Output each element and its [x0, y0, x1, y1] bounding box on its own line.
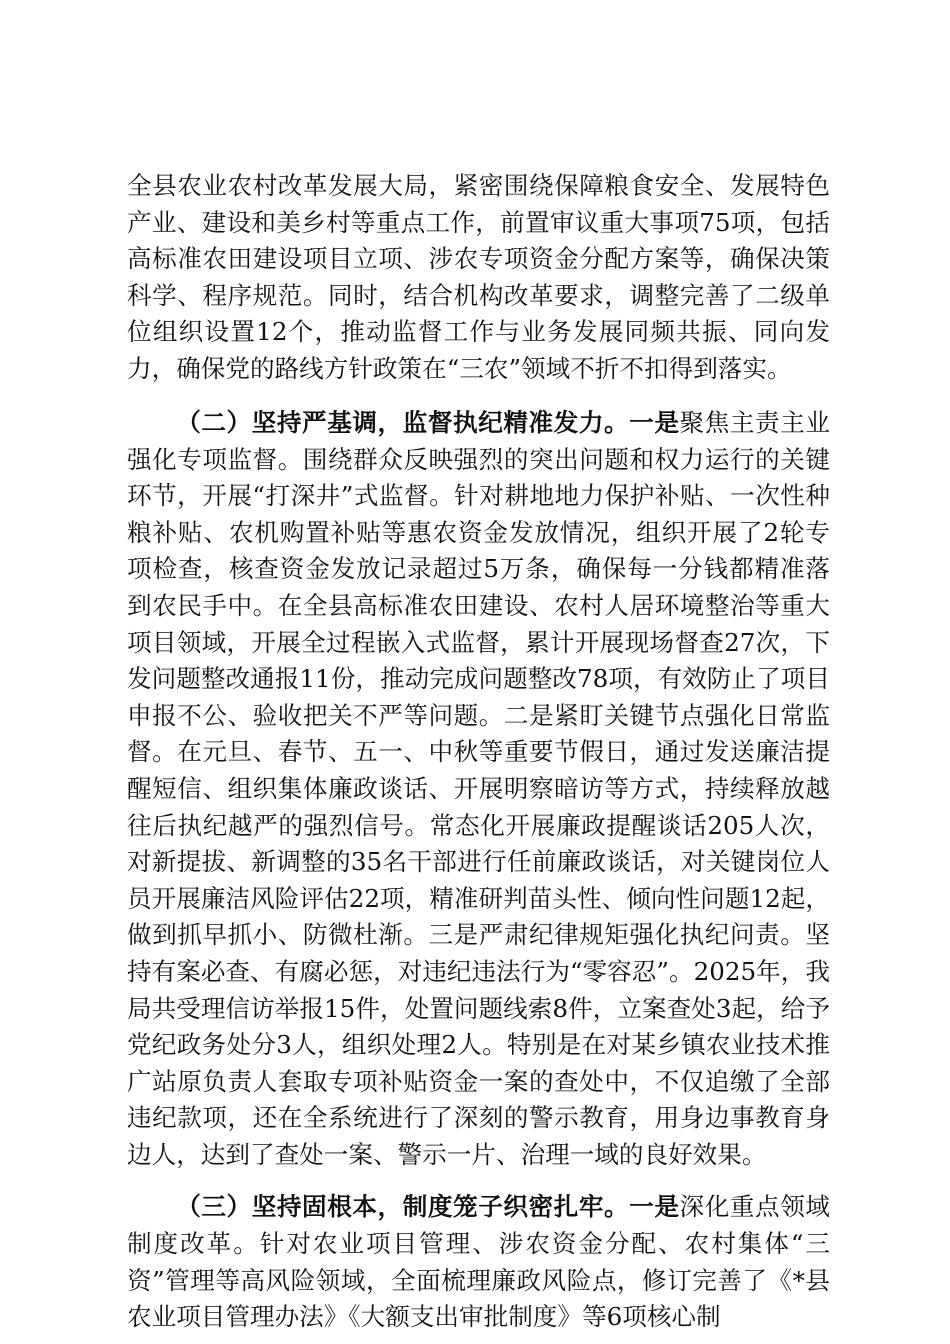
section-2-heading: （二）坚持严基调，监督执纪精准发力。	[176, 408, 630, 437]
section-3-body: 深化重点领域制度改革。针对农业项目管理、涉农资金分配、农村集体“三资”管理等高风险领域，全面梳理廉政风险点，修订完善了《*县农业项目管理办法》《大额支出审批制度》等6项核心制	[127, 1192, 830, 1332]
paragraph-continuation	[127, 168, 830, 388]
paragraph-1-text: 全县农业农村改革发展大局，紧密围绕保障粮食安全、发展特色产业、建设和美乡村等重点工作，前置审议重大事项75项，包括高标准农田建设项目立项、涉农专项资金分配方案等，确保决策科学、程序规范。同时，结合机构改革要求，调整完善了二级单位组织设置12个，推动监督工作与业务发展同频共振、同向发力，确保党的路线方针政策在“三农”领域不折不扣得到落实。	[127, 171, 830, 383]
section-2-lead: 一是	[629, 408, 680, 437]
paragraph-section-2	[127, 405, 830, 1173]
section-3-heading: （三）坚持固根本，制度笼子织密扎牢。	[176, 1192, 630, 1222]
document-body	[127, 168, 830, 1336]
paragraph-section-3	[127, 1189, 830, 1335]
section-3-lead: 一是	[629, 1192, 680, 1222]
section-2-body: 聚焦主责主业强化专项监督。围绕群众反映强烈的突出问题和权力运行的关键环节，开展“打深井”式监督。针对耕地地力保护补贴、一次性种粮补贴、农机购置补贴等惠农资金发放情况，组织开展了2轮专项检查，核查资金发放记录超过5万条，确保每一分钱都精准落到农民手中。在全县高标准农田建设、农村人居环境整治等重大项目领域，开展全过程嵌入式监督，累计开展现场督查27次，下发问题整改通报11份，推动完成问题整改78项，有效防止了项目申报不公、验收把关不严等问题。二是紧盯关键节点强化日常监督。在元旦、春节、五一、中秋等重要节假日，通过发送廉洁提醒短信、组织集体廉政谈话、开展明察暗访等方式，持续释放越往后执纪越严的强烈信号。常态化开展廉政提醒谈话205人次，对新提拔、新调整的35名干部进行任前廉政谈话，对关键岗位人员开展廉洁风险评估22项，精准研判苗头性、倾向性问题12起，做到抓早抓小、防微杜渐。三是严肃纪律规矩强化执纪问责。坚持有案必查、有腐必惩，对违纪违法行为“零容忍”。2025年，我局共受理信访举报15件，处置问题线索8件，立案查处3起，给予党纪政务处分3人，组织处理2人。特别是在对某乡镇农业技术推广站原负责人套取专项补贴资金一案的查处中，不仅追缴了全部违纪款项，还在全系统进行了深刻的警示教育，用身边事教育身边人，达到了查处一案、警示一片、治理一域的良好效果。	[127, 408, 830, 1169]
